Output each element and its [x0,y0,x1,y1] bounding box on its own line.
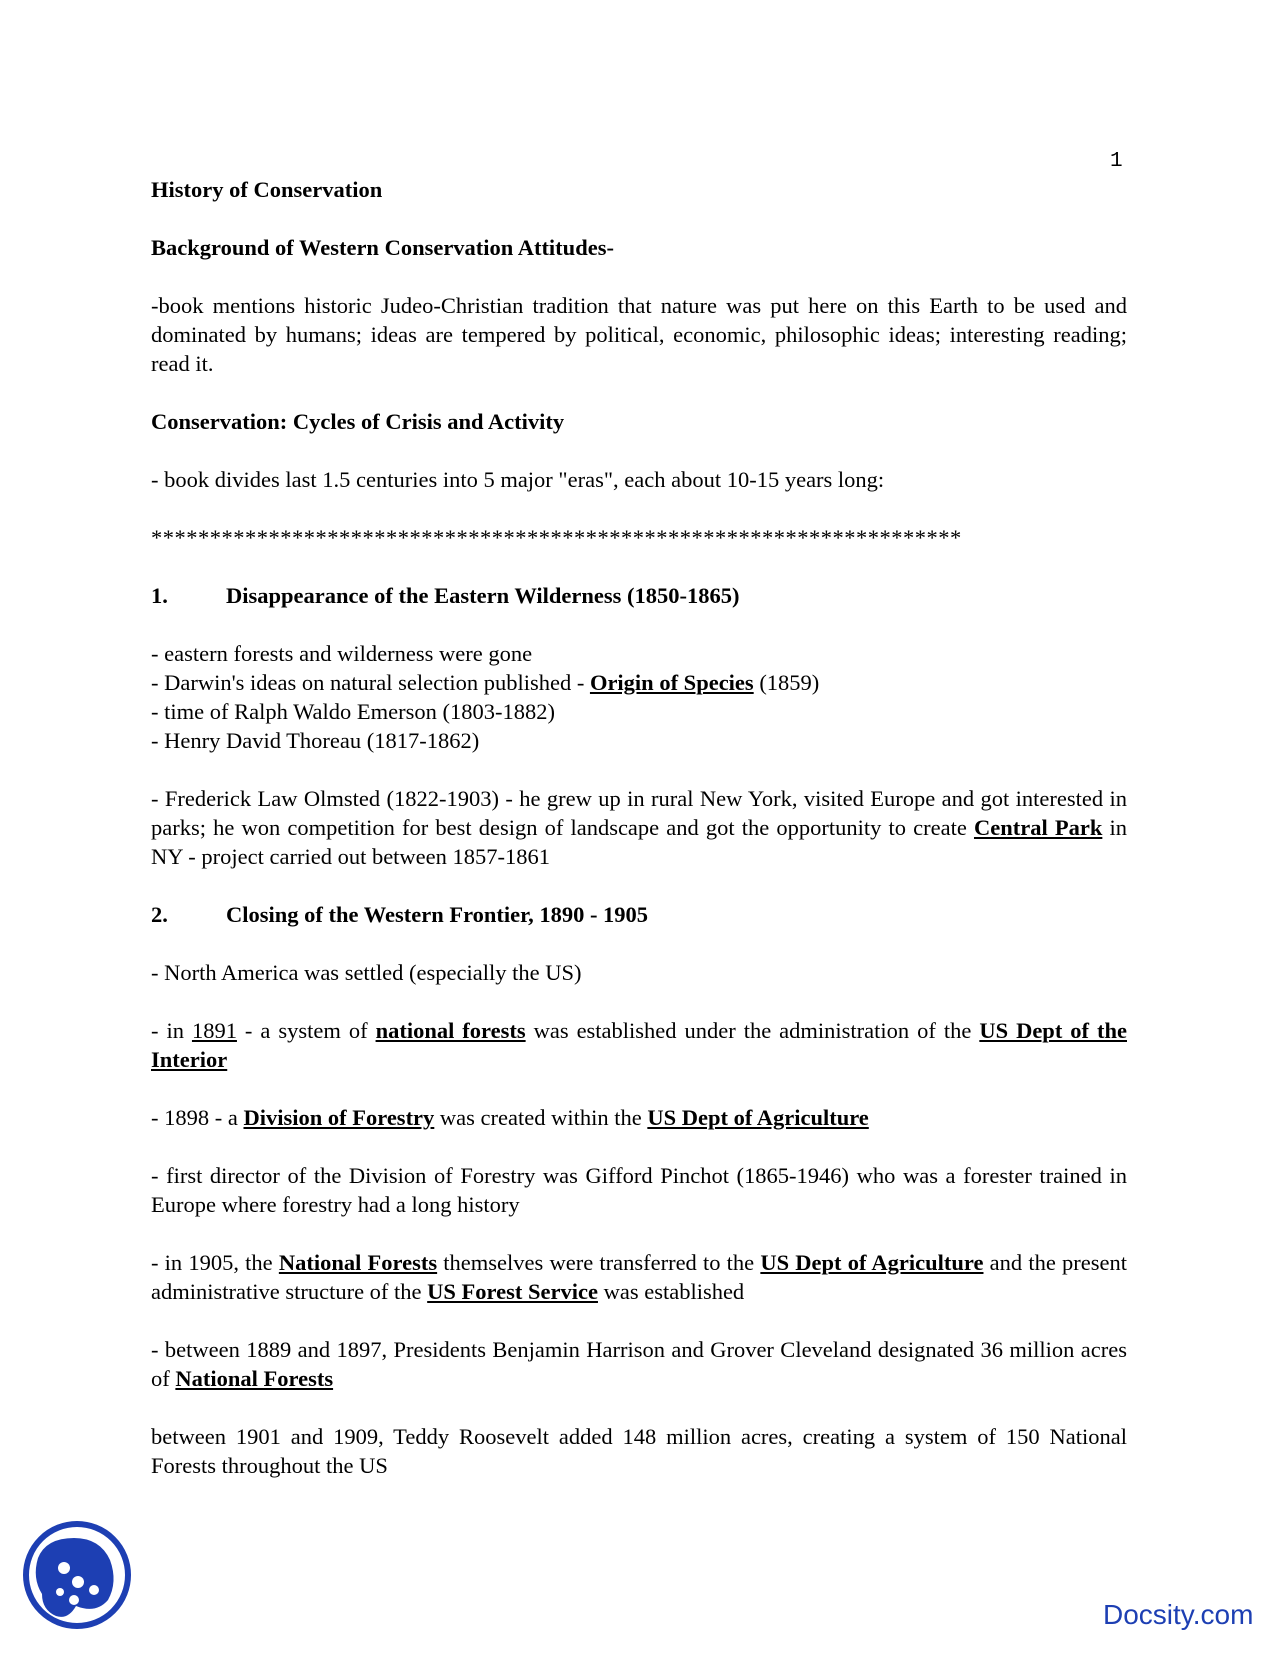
us-dept-agriculture-link: US Dept of Agriculture [647,1105,869,1130]
era2-p5-text-b: themselves were transferred to the [437,1250,761,1275]
background-heading: Background of Western Conservation Attitudes- [151,235,614,260]
era2-p3-text-b: was created within the [434,1105,648,1130]
olmsted-text-end: in NY - project carried out between 1857-1861 [151,815,1127,869]
era2-paragraph-6 [151,1335,1127,1393]
era1-bullet-2-year: (1859) [753,670,820,695]
era1-bullet-2 [151,668,1127,697]
era1-bullet-4: - Henry David Thoreau (1817-1862) [151,728,480,753]
era2-paragraph-3 [151,1103,1127,1132]
origin-of-species-link: Origin of Species [589,670,754,695]
era2-p5-text-a: - in 1905, the [151,1250,279,1275]
background-text: -book mentions historic Judeo-Christian tradition that nature was put here on this Earth to be used and dominated by humans; ideas are tempered by political, economic, philosophic ideas; interesting reading; read it. [151,293,1127,376]
era1-bullet-3: - time of Ralph Waldo Emerson (1803-1882) [151,699,555,724]
era2-p5-text-c: and the present administrative structure of the [151,1250,1127,1304]
docsity-brand-link[interactable]: Docsity.com [1103,1599,1254,1630]
national-forests-link-2: National Forests [278,1250,438,1275]
era2-p2-text-a: - in [151,1018,192,1043]
us-forest-service-link: US Forest Service [427,1279,598,1304]
docsity-logo-icon[interactable] [22,1520,132,1635]
era2-p6-text-a: - between 1889 and 1897, Presidents Benjamin Harrison and Grover Cleveland designated 36 million acres of [151,1337,1127,1391]
separator-line: ********************************************************************* [151,525,962,550]
era1-title: Disappearance of the Eastern Wilderness (1850-1865) [226,583,740,608]
document-body [151,175,1127,1509]
us-dept-interior-link: US Dept of the Interior [151,1018,1127,1072]
cycles-text: - book divides last 1.5 centuries into 5 major "eras", each about 10-15 years long: [151,467,885,492]
era1-bullet-1: - eastern forests and wilderness were gone [151,641,533,666]
era1-bullet-2-text: - Darwin's ideas on natural selection published - [151,670,590,695]
era2-p2-text-b: - a system of [236,1018,376,1043]
olmsted-text: - Frederick Law Olmsted (1822-1903) - he grew up in rural New York, visited Europe and got interested in parks; he won competition for best design of landscape and got the opportunity to create [151,786,1127,840]
era2-heading [151,900,1127,929]
era2-paragraph-5 [151,1248,1127,1306]
era2-paragraph-1: - North America was settled (especially the US) [151,960,582,985]
division-of-forestry-link: Division of Forestry [243,1105,435,1130]
us-dept-agriculture-link-2: US Dept of Agriculture [760,1250,984,1275]
era1-heading [151,581,1127,610]
era1-number: 1. [151,583,168,608]
national-forests-link: national forests [375,1018,526,1043]
era2-paragraph-4: - first director of the Division of Forestry was Gifford Pinchot (1865-1946) who was a forester trained in Europe where forestry had a long history [151,1163,1127,1217]
national-forests-link-3: National Forests [175,1366,334,1391]
olmsted-paragraph [151,784,1127,871]
era2-number: 2. [151,902,168,927]
era2-p2-text-c: was established under the administration of the [525,1018,980,1043]
era2-p3-text-a: - 1898 - a [151,1105,244,1130]
document-title: History of Conservation [151,177,383,202]
page-number: 1 [1110,150,1123,173]
cycles-heading: Conservation: Cycles of Crisis and Activity [151,409,565,434]
era2-paragraph-7: between 1901 and 1909, Teddy Roosevelt added 148 million acres, creating a system of 150 National Forests throughout the US [151,1424,1127,1478]
central-park-link: Central Park [973,815,1103,840]
year-1891: 1891 [191,1018,237,1043]
era2-p5-text-d: was established [597,1279,745,1304]
era2-title: Closing of the Western Frontier, 1890 - 1905 [226,902,649,927]
era2-paragraph-2 [151,1016,1127,1074]
